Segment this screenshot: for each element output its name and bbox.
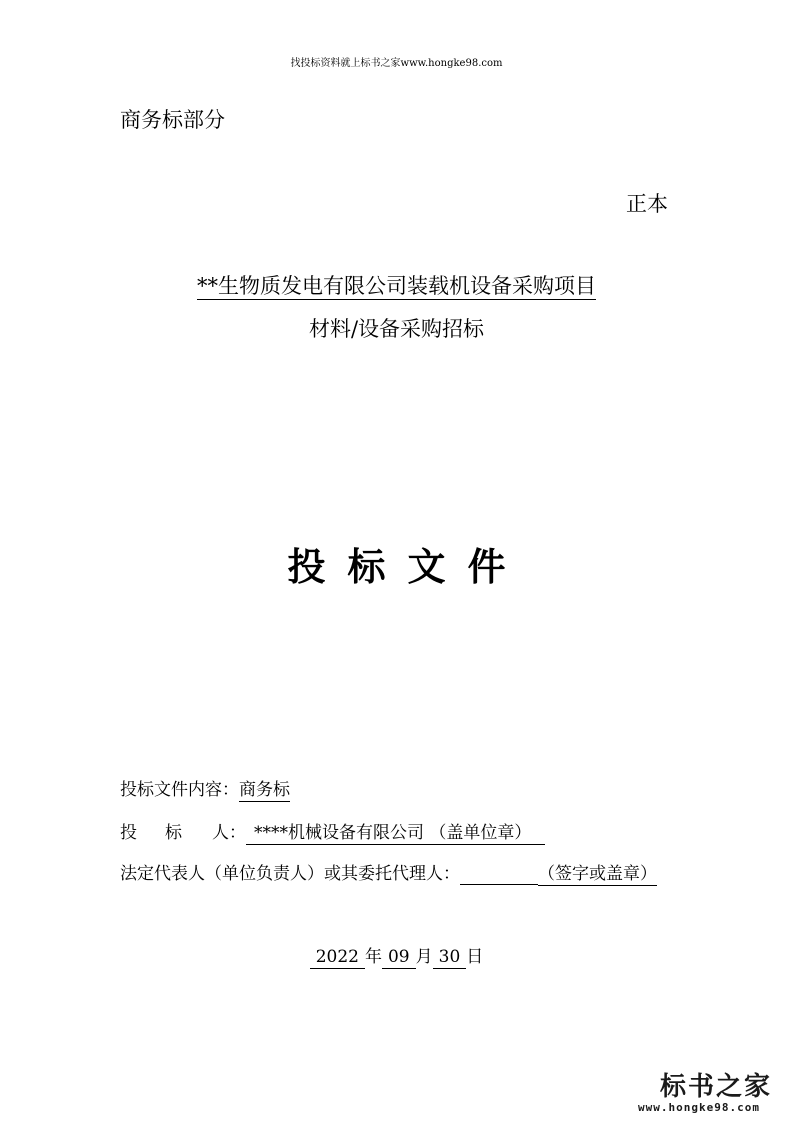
- copy-mark: 正本: [626, 192, 668, 216]
- date-month-unit: 月: [415, 947, 433, 967]
- representative-line: [120, 859, 657, 885]
- section-label: 商务标部分: [120, 108, 225, 132]
- content-label: 投标文件内容：: [120, 780, 239, 800]
- project-title: [0, 270, 793, 300]
- project-title-text: **生物质发电有限公司装载机设备采购项目: [197, 274, 596, 298]
- project-subtitle: 材料/设备采购招标: [308, 317, 485, 341]
- date-month: 09: [382, 947, 416, 969]
- bidder-label-char-2: 标: [165, 823, 182, 843]
- representative-note: （签字或盖章）: [538, 864, 657, 884]
- bidder-value: ****机械设备有限公司 （盖单位章）: [246, 823, 545, 845]
- site-logo: [636, 1066, 786, 1116]
- logo-text: 标书之家: [660, 1072, 773, 1102]
- content-value: 商务标: [239, 780, 290, 800]
- date-line: [0, 942, 793, 967]
- date-year-unit: 年: [364, 947, 382, 967]
- date-day-unit: 日: [466, 947, 484, 967]
- content-line: [120, 775, 290, 800]
- signature-blank: [460, 867, 538, 885]
- representative-label: 法定代表人（单位负责人）或其委托代理人：: [120, 864, 460, 884]
- logo-url: www.hongke98.com: [638, 1101, 760, 1114]
- bidder-line: [120, 818, 545, 843]
- date-year: 2022: [310, 947, 365, 969]
- bidder-label-char-3: 人：: [212, 823, 246, 843]
- page-header-source: 找投标资料就上标书之家www.hongke98.com: [290, 58, 503, 69]
- date-day: 30: [433, 947, 467, 969]
- document-title: 投标文件: [287, 545, 528, 589]
- bidder-label-char-1: 投: [120, 823, 137, 843]
